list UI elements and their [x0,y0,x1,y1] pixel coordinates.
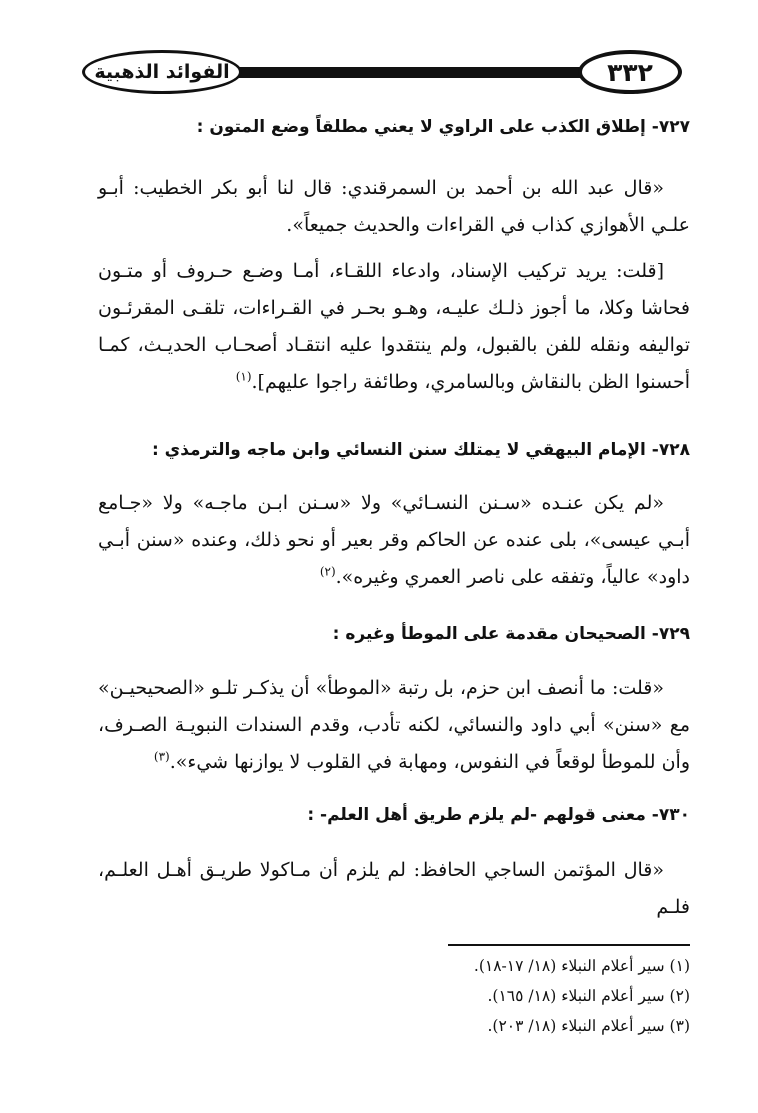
footnote-ref-1[interactable]: (١) [235,369,252,384]
paragraph-727-quote: «قال عبد الله بن أحمد بن السمرقندي: قال لنا أبو بكر الخطيب: أبـو علـي الأهوازي كذاب في القراءات والحديث جميعاً». [98,177,690,236]
footnote-2: (٢) سير أعلام النبلاء (١٨/ ١٦٥). [487,987,690,1005]
footnote-3: (٣) سير أعلام النبلاء (١٨/ ٢٠٣). [487,1017,690,1035]
page-header [82,48,682,100]
paragraph-730: «قال المؤتمن الساجي الحافظ: لم يلزم أن مـاكولا طريـق أهـل العلـم، فلـم [98,859,690,918]
paragraph-728: «لم يكن عنـده «سـنن النسـائي» ولا «سـنن ابـن ماجـه» ولا «جـامع أبـي عيسى»، بلى عنده عن الحاكم وقر بعير أو نحو ذلك، وعنده «سنن أبـي داود» عالياً، وتفقه على ناصر العمري وغيره».$^{(٢)}$ [98,492,690,588]
book-title: الفوائد الذهبية [82,50,242,94]
section-heading-729: ٧٢٩- الصحيحان مقدمة على الموطأ وغيره : [332,624,690,644]
paragraph-727-comment: [قلت: يريد تركيب الإسناد، وادعاء اللقـاء، أمـا وضـع حـروف أو متـون فحاشا وكلا، ما أجوز ذلـك عليـه، وهـو بحـر في القـراءات، تلقـى المقرئـون تواليفه ونقله للفن بالقبول، ولم ينتقدوا عليه انتقـاد أصحـاب الحديـث، كمـا أحسنوا الظن بالنقاش وبالسامري، وطائفة راجوا عليهم].$^{(١)}$ [98,260,690,393]
section-heading-727: ٧٢٧- إطلاق الكذب على الراوي لا يعني مطلقاً وضع المتون : [196,117,690,137]
footnote-ref-3[interactable]: (٣) [153,749,170,764]
paragraph-729: «قلت: ما أنصف ابن حزم، بل رتبة «الموطأ» أن يذكـر تلـو «الصحيحيـن» مع «سنن» أبي داود والنسائي، لكنه تأدب، وقدم السندات النبويـة الصـرف، وأن للموطأ لوقعاً في النفوس، ومهابة في القلوب لا يوازنها شيء».$^{(٣)}$ [98,677,690,773]
header-rule [232,67,584,78]
footnote-ref-2[interactable]: (٢) [319,564,336,579]
footnote-separator [448,944,690,946]
section-heading-730: ٧٣٠- معنى قولهم -لم يلزم طريق أهل العلم- : [307,805,690,825]
footnote-1: (١) سير أعلام النبلاء (١٨/ ١٧-١٨). [473,957,690,975]
page-number: ٣٣٢ [578,50,682,94]
section-heading-728: ٧٢٨- الإمام البيهقي لا يمتلك سنن النسائي وابن ماجه والترمذي : [151,440,690,460]
